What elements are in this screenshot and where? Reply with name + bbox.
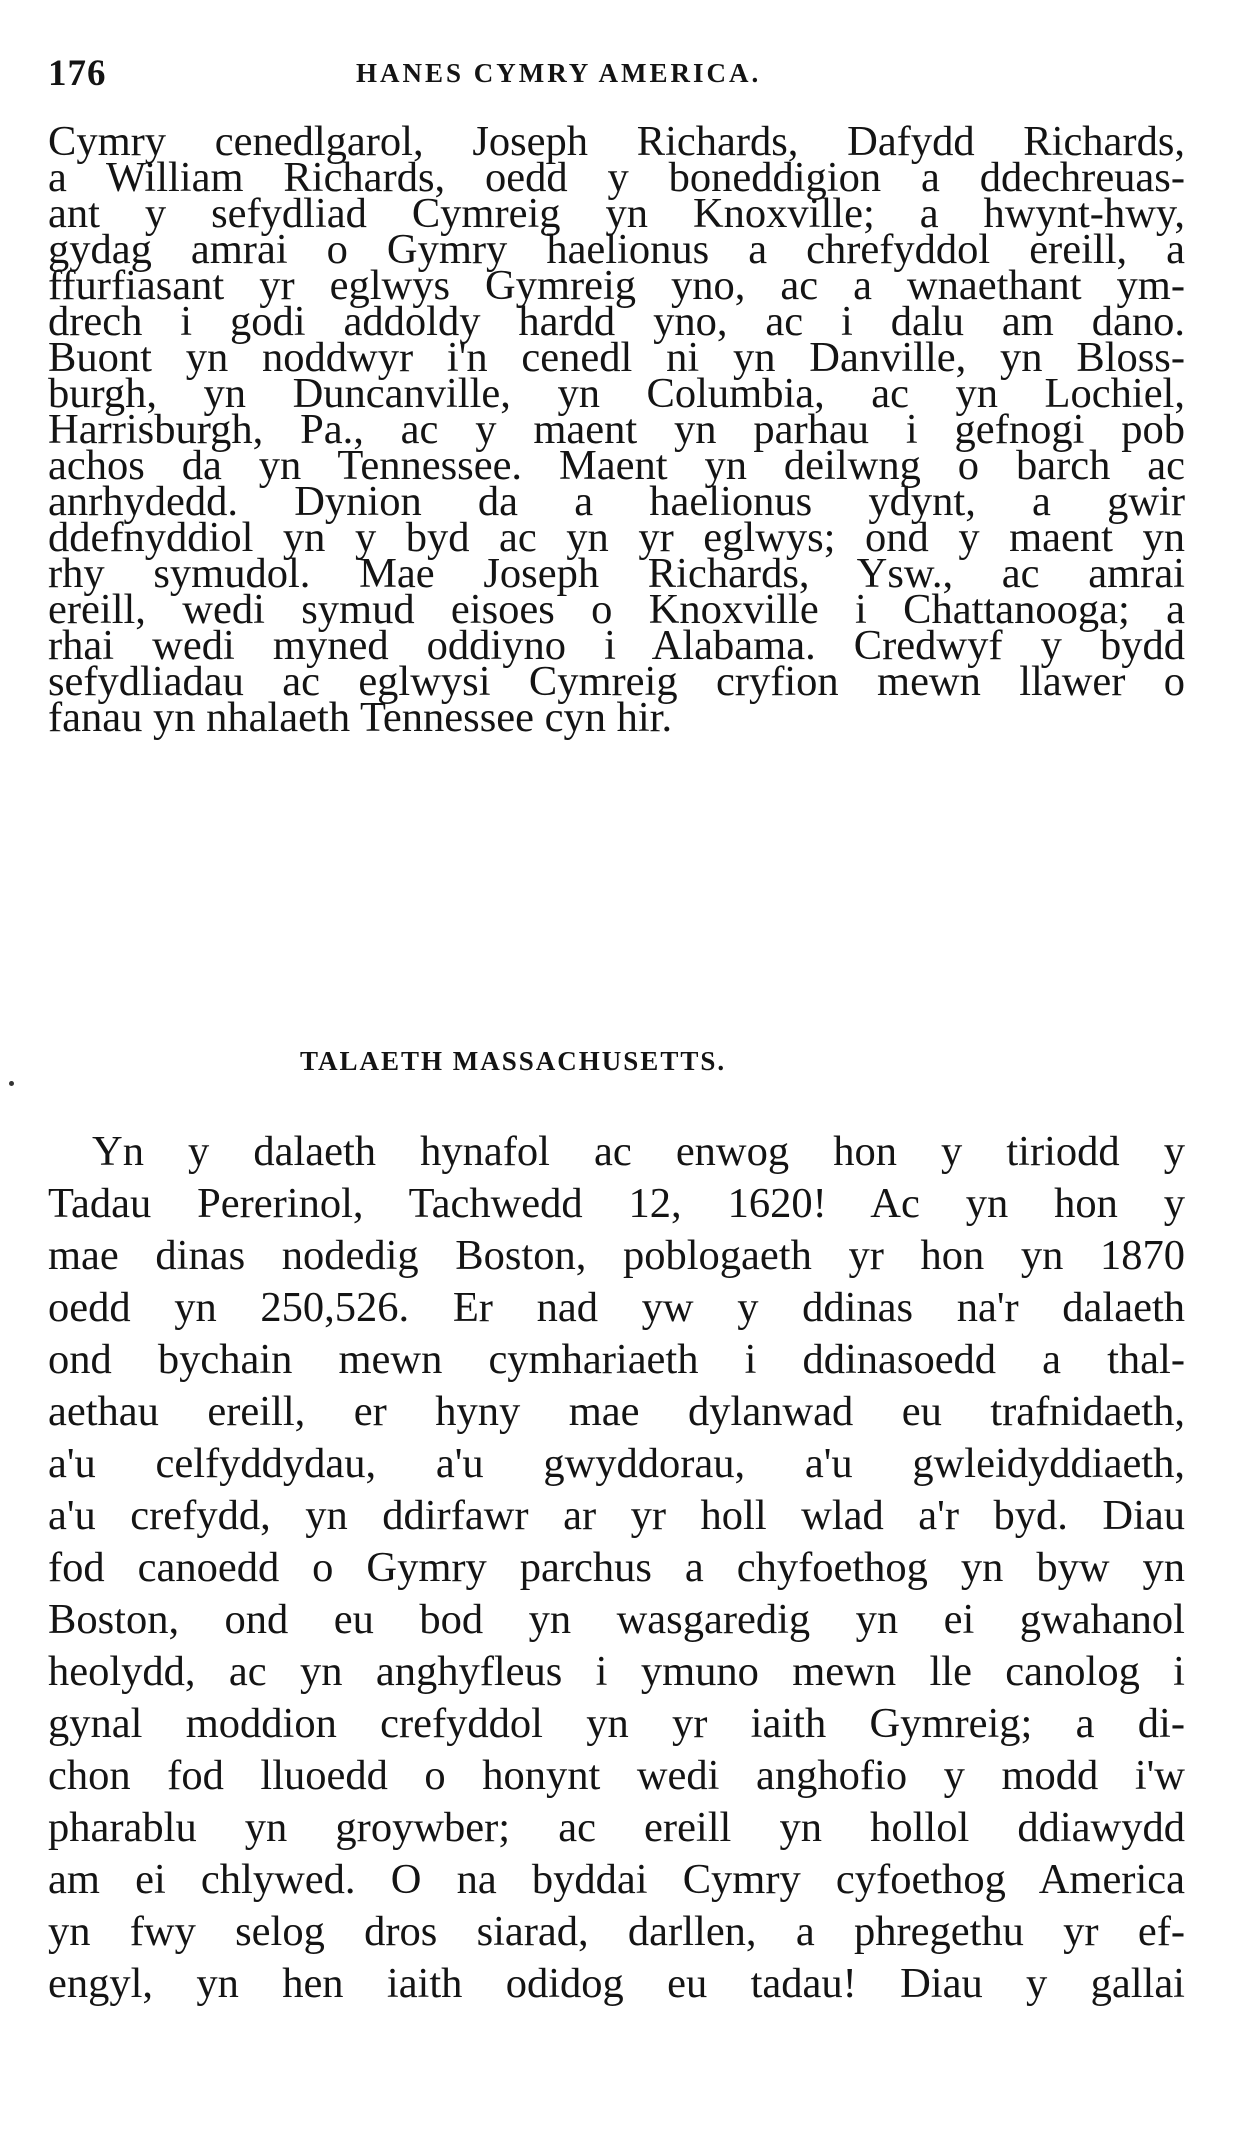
text-line: rhy symudol. Mae Joseph Richards, Ysw., ac amrai (48, 550, 1185, 597)
text-line: ant y sefydliad Cymreig yn Knoxville; a hwynt-hwy, (48, 190, 1185, 237)
text-line: gydag amrai o Gymry haelionus a chrefyddol ereill, a (48, 226, 1185, 273)
text-line: yn fwy selog dros siarad, darllen, a phregethu yr ef- (48, 1908, 1185, 1955)
text-line: ond bychain mewn cymhariaeth i ddinasoedd a thal- (48, 1336, 1185, 1383)
text-line: engyl, yn hen iaith odidog eu tadau! Diau y gallai (48, 1960, 1185, 2007)
text-line: Yn y dalaeth hynafol ac enwog hon y tiriodd y (92, 1128, 1185, 1175)
text-line: gynal moddion crefyddol yn yr iaith Gymreig; a di- (48, 1700, 1185, 1747)
text-line: fod canoedd o Gymry parchus a chyfoethog yn byw yn (48, 1544, 1185, 1591)
text-line: Boston, ond eu bod yn wasgaredig yn ei gwahanol (48, 1596, 1185, 1643)
text-line: drech i godi addoldy hardd yno, ac i dalu am dano. (48, 298, 1185, 345)
text-line: achos da yn Tennessee. Maent yn deilwng o barch ac (48, 442, 1185, 489)
text-line: ffurfiasant yr eglwys Gymreig yno, ac a wnaethant ym- (48, 262, 1185, 309)
text-line: fanau yn nhalaeth Tennessee cyn hir. (48, 694, 673, 741)
text-line: a'u celfyddydau, a'u gwyddorau, a'u gwleidyddiaeth, (48, 1440, 1185, 1487)
page-number: 176 (48, 53, 107, 94)
text-line: Harrisburgh, Pa., ac y maent yn parhau i gefnogi pob (48, 406, 1185, 453)
text-line: rhai wedi myned oddiyno i Alabama. Credwyf y bydd (48, 622, 1185, 669)
margin-speck (9, 1081, 14, 1086)
book-title: HANES CYMRY AMERICA. (356, 58, 762, 88)
text-line: aethau ereill, er hyny mae dylanwad eu trafnidaeth, (48, 1388, 1185, 1435)
section-heading: TALAETH MASSACHUSETTS. (300, 1046, 727, 1076)
text-line: burgh, yn Duncanville, yn Columbia, ac yn Lochiel, (48, 370, 1185, 417)
text-line: Cymry cenedlgarol, Joseph Richards, Dafydd Richards, (48, 118, 1185, 165)
text-line: anrhydedd. Dynion da a haelionus ydynt, a gwir (48, 478, 1185, 525)
text-line: ddefnyddiol yn y byd ac yn yr eglwys; ond y maent yn (48, 514, 1185, 561)
text-line: Tadau Pererinol, Tachwedd 12, 1620! Ac yn hon y (48, 1180, 1185, 1227)
text-line: a William Richards, oedd y boneddigion a ddechreuas- (48, 154, 1185, 201)
text-line: pharablu yn groywber; ac ereill yn hollol ddiawydd (48, 1804, 1185, 1851)
text-line: chon fod lluoedd o honynt wedi anghofio y modd i'w (48, 1752, 1185, 1799)
text-line: heolydd, ac yn anghyfleus i ymuno mewn lle canolog i (48, 1648, 1185, 1695)
text-line: Buont yn noddwyr i'n cenedl ni yn Danville, yn Bloss- (48, 334, 1185, 381)
text-line: am ei chlywed. O na byddai Cymry cyfoethog America (48, 1856, 1185, 1903)
text-line: sefydliadau ac eglwysi Cymreig cryfion mewn llawer o (48, 658, 1185, 705)
text-line: ereill, wedi symud eisoes o Knoxville i Chattanooga; a (48, 586, 1185, 633)
text-line: mae dinas nodedig Boston, poblogaeth yr hon yn 1870 (48, 1232, 1185, 1279)
text-line: oedd yn 250,526. Er nad yw y ddinas na'r dalaeth (48, 1284, 1185, 1331)
running-head (48, 52, 1178, 102)
text-line: a'u crefydd, yn ddirfawr ar yr holl wlad a'r byd. Diau (48, 1492, 1185, 1539)
